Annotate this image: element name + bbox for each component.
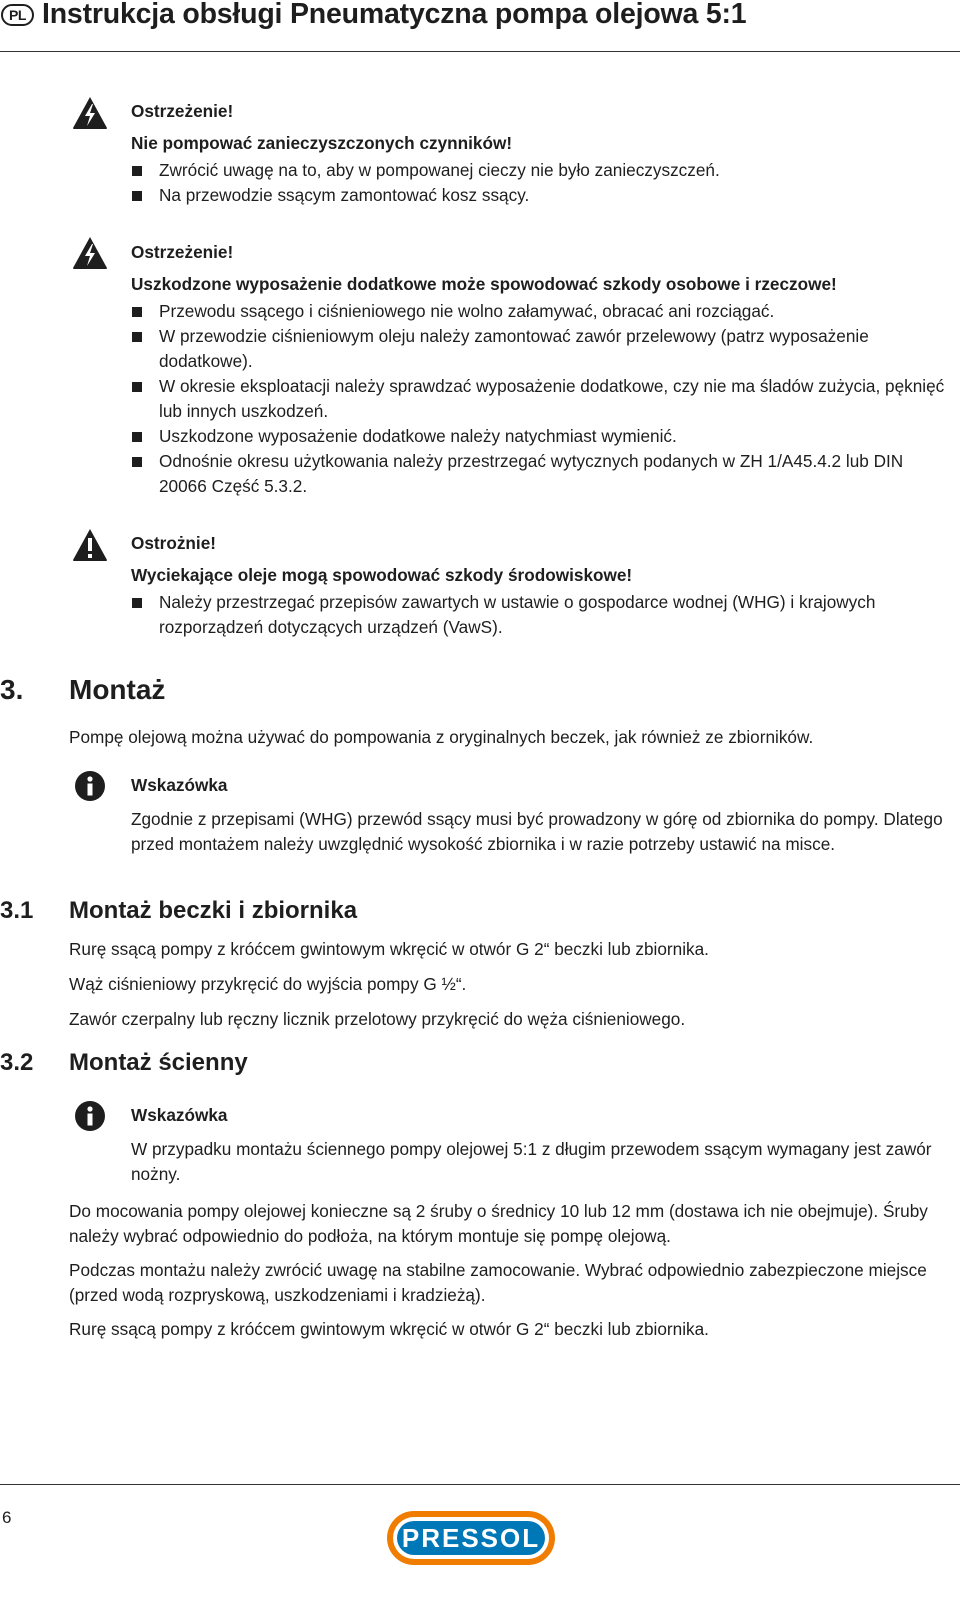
- paragraph: Rurę ssącą pompy z króćcem gwintowym wkręcić w otwór G 2“ beczki lub zbiornika.: [69, 1319, 709, 1339]
- paragraph: Zawór czerpalny lub ręczny licznik przelotowy przykręcić do węża ciśnieniowego.: [69, 1009, 686, 1029]
- note-label: Wskazówka: [131, 1105, 228, 1125]
- warning-label: Ostrzeżenie!: [131, 242, 234, 262]
- caution-subtitle: Wyciekające oleje mogą spowodować szkody środowiskowe!: [131, 565, 633, 585]
- footer-rule: [0, 1484, 960, 1485]
- section-title: Montaż: [69, 674, 166, 705]
- subsection-title: Montaż beczki i zbiornika: [69, 897, 358, 924]
- paragraph: Wąż ciśnieniowy przykręcić do wyjścia pompy G ½“.: [69, 974, 467, 994]
- caution-label: Ostrożnie!: [131, 533, 216, 553]
- caution-bullet-list: [131, 590, 951, 640]
- note-text: W przypadku montażu ściennego pompy olejowej 5:1 z długim przewodem ssącym wymagany jest zawór nożny.: [131, 1139, 932, 1184]
- bullet-item: Na przewodzie ssącym zamontować kosz ssący.: [131, 183, 951, 208]
- bullet-item: W okresie eksploatacji należy sprawdzać wyposażenie dodatkowe, czy nie ma śladów zużycia, pęknięć lub innych uszkodzeń.: [131, 374, 951, 424]
- logo-text: PRESSOL: [401, 1523, 541, 1553]
- warning-bullet-list: [131, 299, 951, 499]
- bullet-item: Uszkodzone wyposażenie dodatkowe należy natychmiast wymienić.: [131, 424, 951, 449]
- paragraph: Podczas montażu należy zwrócić uwagę na stabilne zamocowanie. Wybrać odpowiednio zabezpieczone miejsce (przed wodą rozpryskową, uszkodzeniami i kradzieżą).: [69, 1260, 927, 1305]
- language-badge: PL: [1, 4, 34, 26]
- note-text: Zgodnie z przepisami (WHG) przewód ssący musi być prowadzony w górę od zbiornika do pompy. Dlatego przed montażem należy uwzględnić wysokość zbiornika i w razie potrzeby ustawić na misce.: [131, 809, 943, 854]
- bullet-item: Zwrócić uwagę na to, aby w pompowanej cieczy nie było zanieczyszczeń.: [131, 158, 951, 183]
- bullet-item: Należy przestrzegać przepisów zawartych w ustawie o gospodarce wodnej (WHG) i krajowych rozporządzeń dotyczących urządzeń (VawS).: [131, 590, 951, 640]
- bullet-item: Odnośnie okresu użytkowania należy przestrzegać wytycznych podanych w ZH 1/A45.4.2 lub DIN 20066 Część 5.3.2.: [131, 449, 951, 499]
- warning-label: Ostrzeżenie!: [131, 101, 234, 121]
- info-icon: [74, 1100, 106, 1132]
- electric-warning-icon: [72, 236, 108, 270]
- pressol-logo: [386, 1510, 556, 1566]
- page-header: [0, 0, 960, 52]
- warning-bullet-list: [131, 158, 951, 208]
- paragraph: Rurę ssącą pompy z króćcem gwintowym wkręcić w otwór G 2“ beczki lub zbiornika.: [69, 939, 709, 959]
- section-number: 3.: [0, 674, 24, 705]
- bullet-item: Przewodu ssącego i ciśnieniowego nie wolno załamywać, obracać ani rozciągać.: [131, 299, 951, 324]
- paragraph: Do mocowania pompy olejowej konieczne są 2 śruby o średnicy 10 lub 12 mm (dostawa ich nie obejmuje). Śruby należy wybrać odpowiednio do podłoża, na którym montuje się pompę olejową.: [69, 1201, 928, 1246]
- bullet-item: W przewodzie ciśnieniowym oleju należy zamontować zawór przelewowy (patrz wyposażenie dodatkowe).: [131, 324, 951, 374]
- electric-warning-icon: [72, 96, 108, 130]
- subsection-title: Montaż ścienny: [69, 1049, 248, 1076]
- page-number: 6: [2, 1508, 12, 1527]
- subsection-number: 3.2: [0, 1049, 34, 1076]
- info-icon: [74, 770, 106, 802]
- note-label: Wskazówka: [131, 775, 228, 795]
- caution-icon: [72, 528, 108, 562]
- warning-subtitle: Nie pompować zanieczyszczonych czynników!: [131, 133, 513, 153]
- subsection-number: 3.1: [0, 897, 34, 924]
- section-intro: Pompę olejową można używać do pompowania z oryginalnych beczek, jak również ze zbiorników.: [69, 727, 814, 747]
- warning-subtitle: Uszkodzone wyposażenie dodatkowe może spowodować szkody osobowe i rzeczowe!: [131, 274, 837, 294]
- document-title: Instrukcja obsługi Pneumatyczna pompa olejowa 5:1: [42, 0, 747, 30]
